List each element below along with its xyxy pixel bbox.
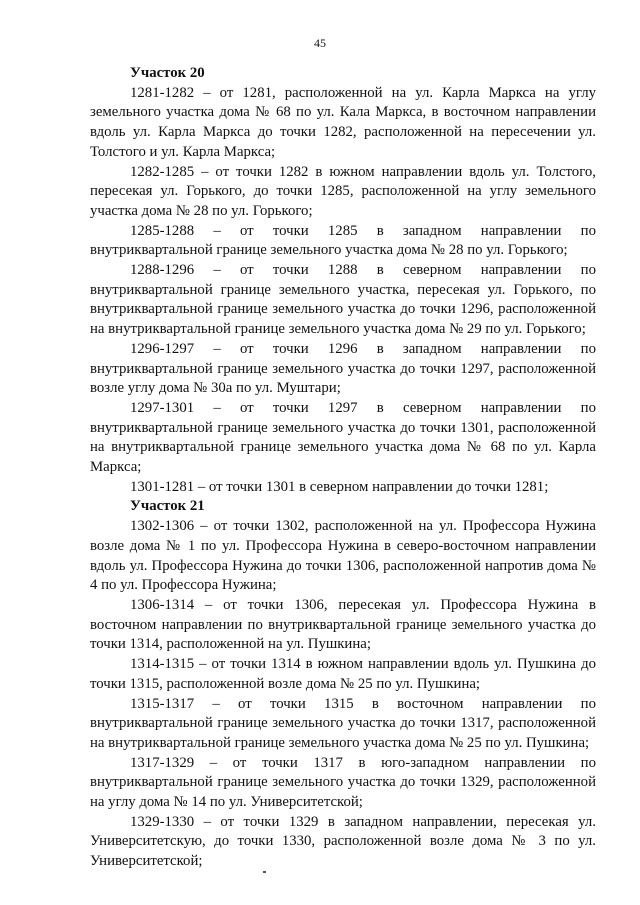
- boundary-paragraph: 1302-1306 – от точки 1302, расположенной на ул. Профессора Нужина возле дома № 1 по ул. Профессора Нужина в северо-восточном направлении вдоль ул. Профессора Нужина до точки 1306, расположенной напротив дома № 4 по ул. Профессора Нужина;: [90, 518, 596, 594]
- boundary-paragraph: 1306-1314 – от точки 1306, пересекая ул. Профессора Нужина в восточном направлении по внутриквартальной границе земельного участка до точки 1314, расположенной на ул. Пушкина;: [90, 596, 596, 653]
- boundary-paragraph: 1315-1317 – от точки 1315 в восточном направлении по внутриквартальной границе земельного участка до точки 1317, расположенной на внутриквартальной границе земельного участка дома № 25 по ул. Пушкина;: [90, 695, 596, 751]
- boundary-paragraph: 1317-1329 – от точки 1317 в юго-западном направлении по внутриквартальной границе земельного участка до точки 1329, расположенной на углу дома № 14 по ул. Университетской;: [90, 754, 596, 811]
- boundary-paragraph: 1296-1297 – от точки 1296 в западном направлении по внутриквартальной границе земельного участка до точки 1297, расположенной возле углу дома № 30а по ул. Муштари;: [90, 340, 596, 397]
- boundary-paragraph: 1281-1282 – от 1281, расположенной на ул. Карла Маркса на углу земельного участка дома № 68 по ул. Кала Маркса, в восточном направлении вдоль ул. Карла Маркса до точки 1282, расположенной на пересечении ул. Толстого и ул. Карла Маркса;: [90, 84, 596, 160]
- section-heading-21: Участок 21: [130, 498, 205, 515]
- section-heading-20: Участок 20: [130, 65, 205, 81]
- boundary-paragraph: 1282-1285 – от точки 1282 в южном направлении вдоль ул. Толстого, пересекая ул. Горького, до точки 1285, расположенной на углу земельного участка дома № 28 по ул. Горького;: [90, 163, 596, 219]
- boundary-paragraph: 1314-1315 – от точки 1314 в южном направлении вдоль ул. Пушкина до точки 1315, расположенной возле дома № 25 по ул. Пушкина;: [90, 656, 596, 692]
- boundary-paragraph: 1285-1288 – от точки 1285 в западном направлении по внутриквартальной границе земельного участка дома № 28 по ул. Горького;: [90, 222, 596, 259]
- boundary-paragraph: 1301-1281 – от точки 1301 в северном направлении до точки 1281;: [130, 478, 549, 495]
- boundary-paragraph: 1329-1330 – от точки 1329 в западном направлении, пересекая ул. Университетскую, до точки 1330, расположенной возле дома № 3 по ул. Университетской;: [90, 813, 596, 870]
- page-number: 45: [314, 36, 326, 50]
- boundary-paragraph: 1297-1301 – от точки 1297 в северном направлении по внутриквартальной границе земельного участка до точки 1301, расположенной на внутриквартальной границе земельного участка дома № 68 по ул. Карла Маркса;: [90, 399, 596, 476]
- boundary-paragraph: 1288-1296 – от точки 1288 в северном направлении по внутриквартальной границе земельного участка, пересекая ул. Горького, по внутриквартальной границе земельного участка до точки 1296, расположенной на внутриквартальной границе земельного участка дома № 29 по ул. Горького;: [90, 262, 596, 338]
- document-body: [90, 64, 596, 872]
- scan-speck: [263, 871, 266, 873]
